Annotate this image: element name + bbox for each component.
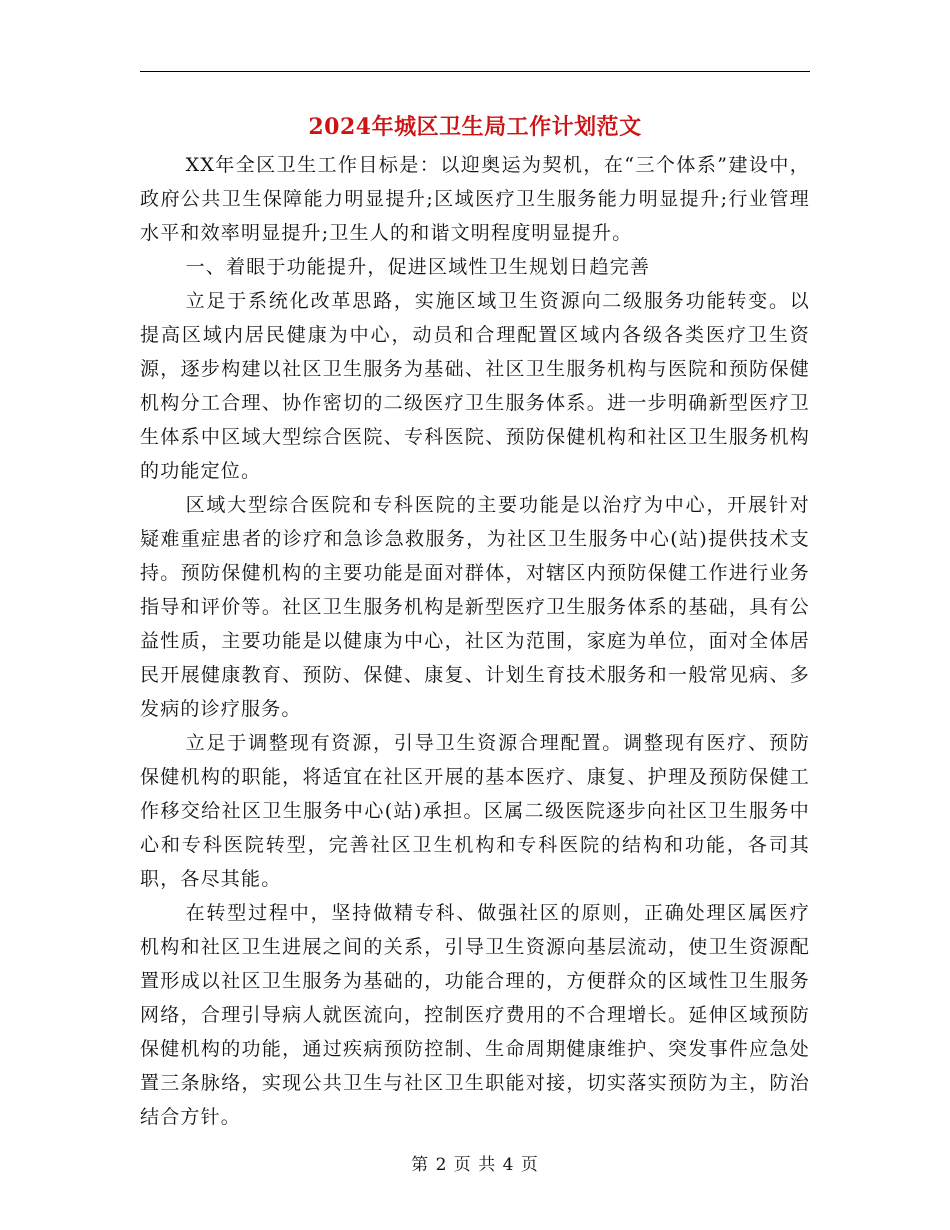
page-footer xyxy=(140,1152,810,1178)
paragraph: 区域大型综合医院和专科医院的主要功能是以治疗为中心，开展针对疑难重症患者的诊疗和急诊急救服务，为社区卫生服务中心(站)提供技术支持。预防保健机构的主要功能是面对群体，对辖区内预防保健工作进行业务指导和评价等。社区卫生服务机构是新型医疗卫生服务体系的基础，具有公益性质，主要功能是以健康为中心，社区为范围，家庭为单位，面对全体居民开展健康教育、预防、保健、康复、计划生育技术服务和一般常见病、多发病的诊疗服务。 xyxy=(140,494,810,720)
paragraph: 立足于系统化改革思路，实施区域卫生资源向二级服务功能转变。以提高区域内居民健康为中心，动员和合理配置区域内各级各类医疗卫生资源，逐步构建以社区卫生服务为基础、社区卫生服务机构与医院和预防保健机构分工合理、协作密切的二级医疗卫生服务体系。进一步明确新型医疗卫生体系中区域大型综合医院、专科医院、预防保健机构和社区卫生服务机构的功能定位。 xyxy=(140,290,810,482)
paragraph: 立足于调整现有资源，引导卫生资源合理配置。调整现有医疗、预防保健机构的职能，将适宜在社区开展的基本医疗、康复、护理及预防保健工作移交给社区卫生服务中心(站)承担。区属二级医院逐步向社区卫生服务中心和专科医院转型，完善社区卫生机构和专科医院的结构和功能，各司其职，各尽其能。 xyxy=(140,732,810,890)
document-body xyxy=(140,148,810,1134)
section-heading: 一、着眼于功能提升，促进区域性卫生规划日趋完善 xyxy=(185,256,651,278)
header-rule xyxy=(140,71,810,72)
page-number-label: 第 2 页 共 4 页 xyxy=(411,1155,539,1175)
paragraph: 在转型过程中，坚持做精专科、做强社区的原则，正确处理区属医疗机构和社区卫生进展之间的关系，引导卫生资源向基层流动，使卫生资源配置形成以社区卫生服务为基础的，功能合理的，方便群众的区域性卫生服务网络，合理引导病人就医流向，控制医疗费用的不合理增长。延伸区域预防保健机构的功能，通过疾病预防控制、生命周期健康维护、突发事件应急处置三条脉络，实现公共卫生与社区卫生职能对接，切实落实预防为主，防治结合方针。 xyxy=(140,902,810,1128)
paragraph: XX年全区卫生工作目标是：以迎奥运为契机，在“三个体系”建设中，政府公共卫生保障能力明显提升;区域医疗卫生服务能力明显提升;行业管理水平和效率明显提升;卫生人的和谐文明程度明显提升。 xyxy=(140,154,810,244)
document-title: 2024年城区卫生局工作计划范文 xyxy=(308,114,642,140)
